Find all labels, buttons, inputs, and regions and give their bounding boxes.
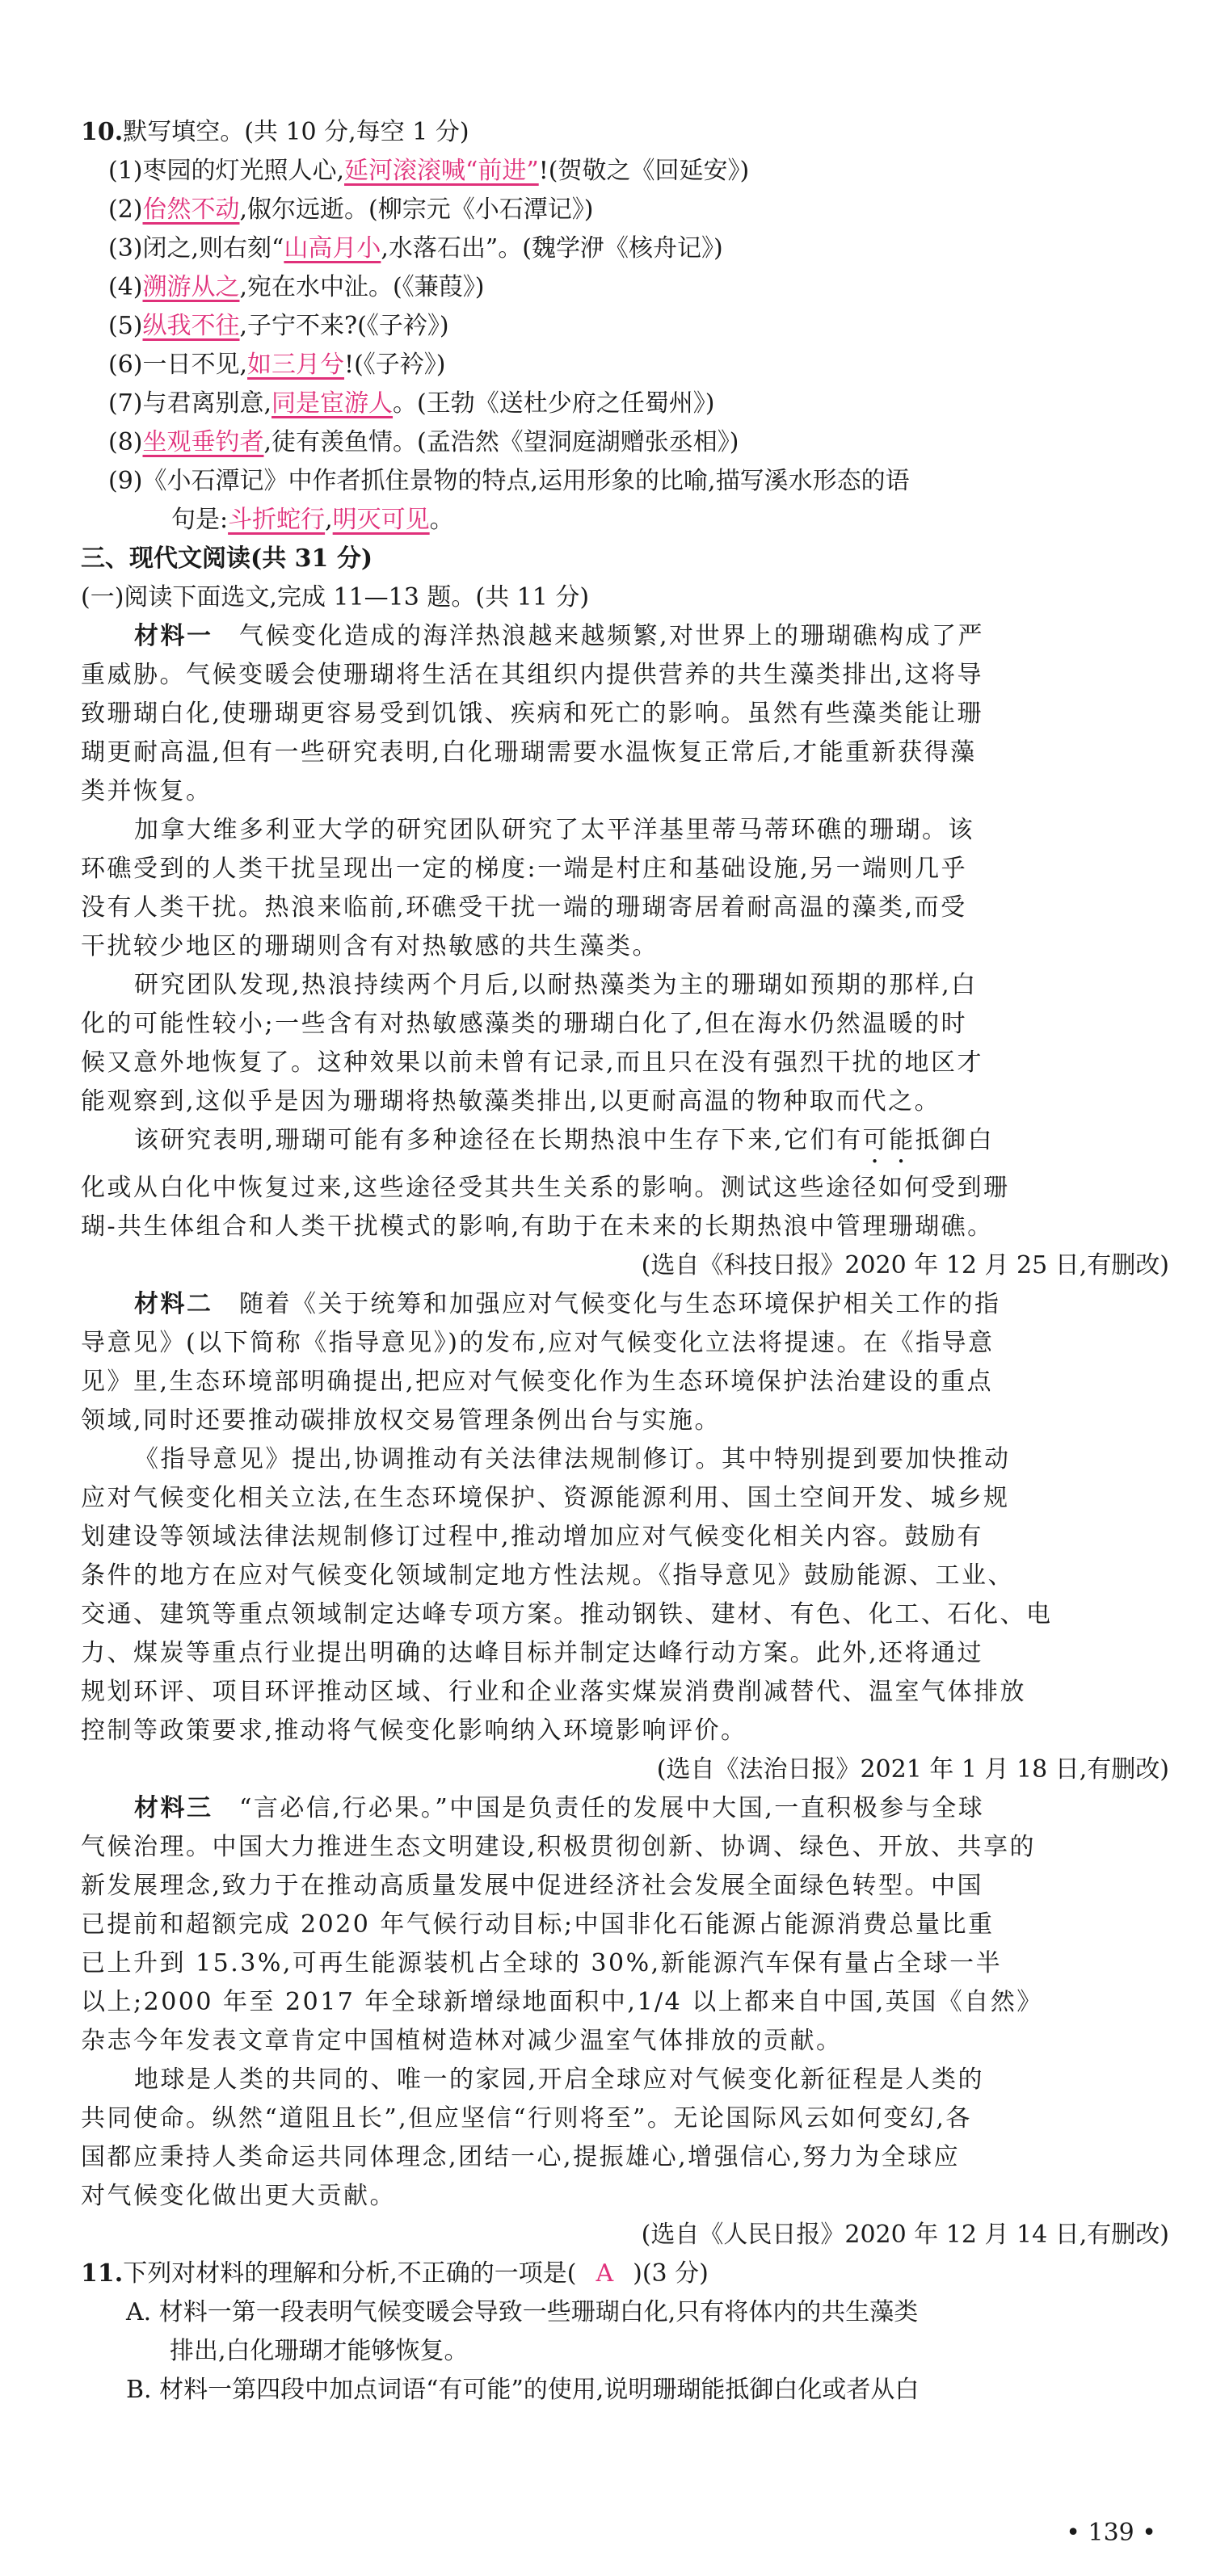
q10-item9-answer2: 明灭可见 (332, 506, 430, 534)
material2-p2 (81, 1440, 1169, 1750)
q10-item-post: ,俶尔远逝。(柳宗元《小石潭记》) (239, 195, 594, 224)
q10-item9-post: 。 (429, 506, 454, 534)
material3-p1-line (81, 1828, 1169, 1867)
q11-option-b: B. 材料一第四段中加点词语“有可能”的使用,说明珊瑚能抵御白化或者从白 (126, 2376, 920, 2404)
material2-p2-text: 应对气候变化相关立法,在生态环境保护、资源能源利用、国土空间开发、城乡规 (81, 1484, 1010, 1512)
material1-p2-line (81, 889, 1169, 927)
section3-title: 三、现代文阅读(共 31 分) (81, 544, 373, 573)
material3-p1 (81, 1789, 1169, 2061)
q10-item-post: ,水落石出”。(魏学洢《核舟记》) (381, 234, 723, 263)
q11-stem-pre: 下列对材料的理解和分析,不正确的一项是( (123, 2259, 577, 2288)
material3-p2-line (81, 2138, 1169, 2177)
q11-number: 11. (81, 2259, 124, 2288)
material3-p1-line (81, 1944, 1169, 1983)
material1-p1-label: 材料一 (134, 622, 213, 650)
material2-p1 (81, 1285, 1169, 1440)
material3-p1-text: 杂志今年发表文章肯定中国植树造林对减少温室气体排放的贡献。 (81, 2027, 843, 2055)
material2-p2-line (81, 1479, 1169, 1518)
q10-items (81, 152, 1169, 462)
q11-heading (81, 2255, 1169, 2293)
material2-p1-text: 随着《关于统筹和加强应对气候变化与生态环境保护相关工作的指 (239, 1290, 1001, 1318)
material3-p1-text: “言必信,行必果。”中国是负责任的发展中大国,一直积极参与全球 (239, 1794, 985, 1822)
material2-p1-line (81, 1401, 1169, 1440)
material2-p2-line (81, 1634, 1169, 1673)
material1-p2-text: 加拿大维多利亚大学的研究团队研究了太平洋基里蒂马蒂环礁的珊瑚。该 (134, 816, 974, 844)
q10-item-pre: (1)枣园的灯光照人心, (108, 157, 345, 185)
material1-p2 (81, 811, 1169, 966)
material2-p2-text: 规划环评、项目环评推动区域、行业和企业落实煤炭消费削减替代、温室气体排放 (81, 1678, 1026, 1706)
material1-p2-line (81, 850, 1169, 889)
material1-p3-line (81, 966, 1169, 1005)
q11-option-a-line2: 排出,白化珊瑚才能够恢复。 (170, 2337, 469, 2365)
material3-p2-text: 国都应秉持人类命运共同体理念,团结一心,提振雄心,增强信心,努力为全球应 (81, 2143, 961, 2171)
q10-item-answer: 坐观垂钓者 (142, 428, 264, 456)
material2-p1-text: 导意见》(以下简称《指导意见》)的发布,应对气候变化立法将提速。在《指导意 (81, 1329, 995, 1357)
q10-item-answer: 佁然不动 (142, 195, 240, 224)
material1-p3-text: 化的可能性较小;一些含有对热敏感藻类的珊瑚白化了,但在海水仍然温暖的时 (81, 1010, 968, 1038)
q10-item-pre: (7)与君离别意, (108, 389, 272, 418)
q11-stem-post: )(3 分) (633, 2259, 709, 2288)
material3-p2-text: 地球是人类的共同的、唯一的家园,开启全球应对气候变化新征程是人类的 (134, 2065, 985, 2094)
material3-p1-line (81, 2022, 1169, 2061)
material2-p2-text: 控制等政策要求,推动将气候变化影响纳入环境影响评价。 (81, 1717, 747, 1745)
material1-p3-line (81, 1044, 1169, 1082)
material1-p1 (81, 617, 1169, 811)
material2-source: (选自《法治日报》2021 年 1 月 18 日,有删改) (656, 1755, 1169, 1784)
material1-p4-line: 化或从白化中恢复过来,这些途径受其共生关系的影响。测试这些途径如何受到珊 (81, 1174, 1010, 1202)
q10-item-post: ,子宁不来?(《子衿》) (239, 312, 449, 340)
q10-heading (81, 113, 1169, 152)
q11-option-a-line1: A. 材料一第一段表明气候变暖会导致一些珊瑚白化,只有将体内的共生藻类 (126, 2298, 919, 2326)
q10-item-post: ,徒有羡鱼情。(孟浩然《望洞庭湖赠张丞相》) (263, 428, 739, 456)
material3-p1-line (81, 1789, 1169, 1828)
material1-p1-text: 瑚更耐高温,但有一些研究表明,白化珊瑚需要水温恢复正常后,才能重新获得藻 (81, 738, 977, 767)
material1-source: (选自《科技日报》2020 年 12 月 25 日,有删改) (641, 1251, 1169, 1280)
material2-p2-text: 交通、建筑等重点领域制定达峰专项方案。推动钢铁、建材、有色、化工、石化、电 (81, 1600, 1053, 1628)
section3-sub1: (一)阅读下面选文,完成 11—13 题。(共 11 分) (81, 583, 590, 611)
material3-p1-text: 以上;2000 年至 2017 年全球新增绿地面积中,1/4 以上都来自中国,英国《自然》 (81, 1988, 1043, 2016)
q10-item-post: ,宛在水中沚。(《蒹葭》) (239, 273, 485, 301)
q10-item9-line2 (81, 501, 1169, 540)
material1-p4-line1 (81, 1121, 1169, 1169)
material1-p2-line (81, 927, 1169, 966)
q10-item9-pre: 句是: (171, 506, 229, 534)
q10-item-pre: (5) (108, 312, 143, 340)
material2-p1-text: 领域,同时还要推动碳排放权交易管理条例出台与实施。 (81, 1406, 722, 1435)
material1-p4 (81, 1121, 1169, 1246)
material3-p2-line (81, 2099, 1169, 2138)
material1-p1-line (81, 617, 1169, 656)
material2-p2-line (81, 1673, 1169, 1712)
q10-item-pre: (8) (108, 428, 143, 456)
q10-number: 10. (81, 118, 124, 146)
material3-p2-line (81, 2061, 1169, 2099)
material2-p1-line (81, 1324, 1169, 1363)
q10-title: 默写填空。(共 10 分,每空 1 分) (123, 118, 469, 146)
material1-p1-line (81, 656, 1169, 695)
material1-p2-text: 环礁受到的人类干扰呈现出一定的梯度:一端是村庄和基础设施,另一端则几乎 (81, 855, 968, 883)
q10-item (81, 423, 1169, 462)
material3-p1-text: 已提前和超额完成 2020 年气候行动目标;中国非化石能源占能源消费总量比重 (81, 1910, 995, 1939)
q10-item9-answer1: 斗折蛇行 (228, 506, 326, 534)
material3-p1-text: 气候治理。中国大力推进生态文明建设,积极贯彻创新、协调、绿色、开放、共享的 (81, 1833, 1037, 1861)
material1-p2-line (81, 811, 1169, 850)
material3-p2-text: 共同使命。纵然“道阻且长”,但应坚信“行则将至”。无论国际风云如何变幻,各 (81, 2104, 972, 2133)
material3-p1-line (81, 1983, 1169, 2022)
q10-item-answer: 同是宦游人 (271, 389, 394, 418)
q10-item (81, 268, 1169, 307)
material1-p4-line: 瑚-共生体组合和人类干扰模式的影响,有助于在未来的长期热浪中管理珊瑚礁。 (81, 1212, 994, 1241)
q10-item-pre: (4) (108, 273, 143, 301)
material3-p2-line (81, 2177, 1169, 2216)
material2-p2-text: 力、煤炭等重点行业提出明确的达峰目标并制定达峰行动方案。此外,还将通过 (81, 1639, 984, 1667)
material1-p3-text: 候又意外地恢复了。这种效果以前未曾有记录,而且只在没有强烈干扰的地区才 (81, 1048, 984, 1077)
q10-item (81, 307, 1169, 346)
material2-p2-line (81, 1712, 1169, 1750)
material1 (81, 617, 1169, 1285)
material1-p3-line (81, 1005, 1169, 1044)
material1-p4-post: 抵御白 (915, 1126, 995, 1154)
material2 (81, 1285, 1169, 1789)
q10-item (81, 346, 1169, 385)
material1-p3-text: 能观察到,这似乎是因为珊瑚将热敏藻类排出,以更耐高温的物种取而代之。 (81, 1087, 941, 1116)
material3-source: (选自《人民日报》2020 年 12 月 14 日,有删改) (641, 2221, 1169, 2249)
q10-item-post: !(贺敬之《回延安》) (538, 157, 750, 185)
material1-p1-text: 重威胁。气候变暖会使珊瑚将生活在其组织内提供营养的共生藻类排出,这将导 (81, 661, 984, 689)
material1-p4-pre: 该研究表明,珊瑚可能有多种途径在长期热浪中生存下来,它们有 (134, 1126, 863, 1154)
material1-p4-rest (81, 1169, 1169, 1246)
q10-item (81, 152, 1169, 191)
material2-p2-text: 条件的地方在应对气候变化领域制定地方性法规。《指导意见》鼓励能源、工业、 (81, 1561, 1014, 1590)
material2-p2-line (81, 1595, 1169, 1634)
q10-item-answer: 溯游从之 (142, 273, 240, 301)
material2-p1-label: 材料二 (134, 1290, 213, 1318)
q10-item9-sep: , (325, 506, 333, 534)
material1-p1-line (81, 695, 1169, 733)
material2-p1-line (81, 1285, 1169, 1324)
material3-p1-text: 新发展理念,致力于在推动高质量发展中促进经济社会发展全面绿色转型。中国 (81, 1872, 984, 1900)
q10-item-post: !(《子衿》) (344, 351, 446, 379)
q10-item-post: 。(王勃《送杜少府之任蜀州》) (393, 389, 715, 418)
material3-p2 (81, 2061, 1169, 2216)
material3 (81, 1789, 1169, 2255)
material1-p3-line (81, 1082, 1169, 1121)
material1-p1-text: 类并恢复。 (81, 777, 213, 805)
material2-p2-text: 划建设等领域法律法规制修订过程中,推动增加应对气候变化相关内容。鼓励有 (81, 1523, 984, 1551)
q10-item-answer: 延河滚滚喊“前进” (344, 157, 539, 185)
q10-item-pre: (6)一日不见, (108, 351, 248, 379)
material2-p2-line (81, 1557, 1169, 1595)
material3-p2-text: 对气候变化做出更大贡献。 (81, 2182, 396, 2210)
page-number: • 139 • (1066, 2519, 1156, 2547)
material3-p1-line (81, 1867, 1169, 1906)
q10-item (81, 229, 1169, 268)
q10-item-answer: 纵我不往 (142, 312, 240, 340)
q10-item-pre: (2) (108, 195, 143, 224)
material2-p2-text: 《指导意见》提出,协调推动有关法律法规制修订。其中特别提到要加快推动 (134, 1445, 1011, 1473)
material3-p1-line (81, 1906, 1169, 1944)
q10-item (81, 385, 1169, 423)
material1-p1-text: 气候变化造成的海洋热浪越来越频繁,对世界上的珊瑚礁构成了严 (239, 622, 985, 650)
dotted-term: 可能 (862, 1126, 915, 1154)
material2-p2-line (81, 1518, 1169, 1557)
material3-p1-label: 材料三 (134, 1794, 213, 1822)
material3-p1-text: 已上升到 15.3%,可再生能源装机占全球的 30%,新能源汽车保有量占全球一半 (81, 1949, 1003, 1977)
q11-answer: A (596, 2259, 614, 2288)
material2-p1-text: 见》里,生态环境部明确提出,把应对气候变化作为生态环境保护法治建设的重点 (81, 1368, 994, 1396)
q10-item (81, 191, 1169, 229)
q10-item-answer: 如三月兮 (247, 351, 345, 379)
material1-p3-text: 研究团队发现,热浪持续两个月后,以耐热藻类为主的珊瑚如预期的那样,白 (134, 971, 978, 999)
material1-p2-text: 没有人类干扰。热浪来临前,环礁受干扰一端的珊瑚寄居着耐高温的藻类,而受 (81, 893, 967, 922)
q10-item9-line1: (9)《小石潭记》中作者抓住景物的特点,运用形象的比喻,描写溪水形态的语 (108, 467, 910, 495)
material1-p1-text: 致珊瑚白化,使珊瑚更容易受到饥饿、疾病和死亡的影响。虽然有些藻类能让珊 (81, 700, 984, 728)
material2-p1-line (81, 1363, 1169, 1401)
material1-p2-text: 干扰较少地区的珊瑚则含有对热敏感的共生藻类。 (81, 932, 659, 960)
material1-p1-line (81, 733, 1169, 772)
q10-item-pre: (3)闭之,则右刻“ (108, 234, 284, 263)
material2-p2-line (81, 1440, 1169, 1479)
material1-p3 (81, 966, 1169, 1121)
material1-p1-line (81, 772, 1169, 811)
q10-item-answer: 山高月小 (284, 234, 381, 263)
